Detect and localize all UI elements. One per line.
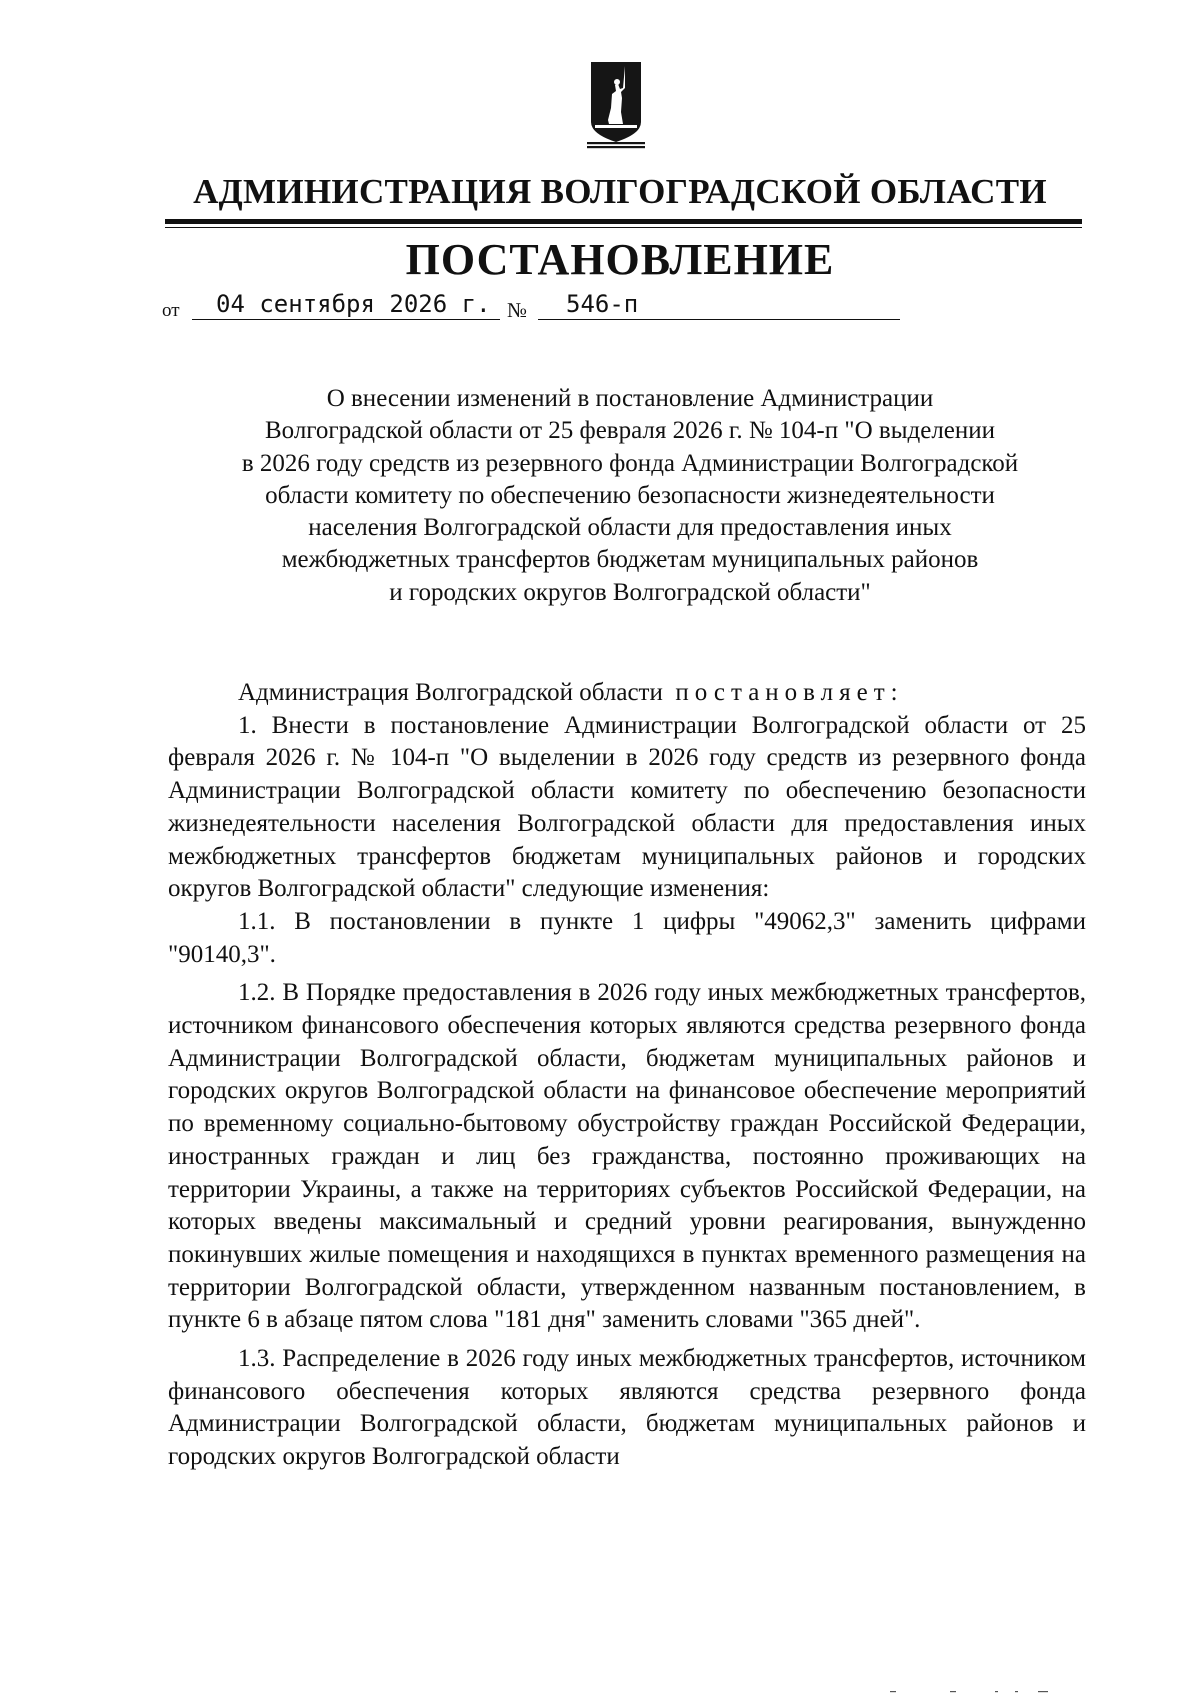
intro-prefix: Администрация Волгоградской области: [238, 679, 663, 706]
document-body: [168, 677, 1086, 1474]
organization-title: АДМИНИСТРАЦИЯ ВОЛГОГРАДСКОЙ ОБЛАСТИ: [193, 172, 1047, 211]
paragraph-1: 1. Внести в постановление Администрации Волгоградской области от 25 февраля 2026 г. № 104-п "О выделении в 2026 году средств из резервного фонда Администрации Волгоградской области комитету по обеспечению безопасности жизнедеятельности населения Волгоградской области для предоставления иных межбюджетных трансфертов бюджетам муниципальных районов и городских округов Волгоградской области" следующие изменения:: [168, 711, 1086, 903]
subject-line: области комитету по обеспечению безопасности жизнедеятельности: [265, 481, 995, 509]
paragraph-1-2: 1.2. В Порядке предоставления в 2026 году иных межбюджетных трансфертов, источником финансового обеспечения которых являются средства резервного фонда Администрации Волгоградской области, бюджетам муниципальных районов и городских округов Волгоградской области на финансовое обеспечение мероприятий по временному социально-бытовому обустройству граждан Российской Федерации, иностранных граждан и лиц без гражданства, постоянно проживающих на территории Украины, а также на территориях субъектов Российской Федерации, на которых введены максимальный и средний уровни реагирования, вынужденно покинувших жилые помещения и находящихся в пунктах временного размещения на территории Волгоградской области, утвержденном названным постановлением, в пункте 6 в абзаце пятом слова "181 дня" заменить словами "365 дней".: [168, 979, 1086, 1334]
intro-verb: постановляет:: [675, 679, 904, 706]
date-label: от: [162, 300, 180, 321]
subject-line: в 2026 году средств из резервного фонда Администрации Волгоградской: [241, 449, 1019, 477]
subject-line: Волгоградской области от 25 февраля 2026 г. № 104-п "О выделении: [264, 417, 996, 445]
subject-line: и городских округов Волгоградской области": [389, 578, 871, 606]
paragraph-1-3: 1.3. Распределение в 2026 году иных межбюджетных трансфертов, источником финансового обеспечения которых являются средства резервного фонда Администрации Волгоградской области, бюджетам муниципальных районов и городских округов Волгоградской области: [168, 1345, 1086, 1471]
subject-line: О внесении изменений в постановление Администрации: [326, 385, 934, 412]
scan-noise-marks: [890, 1688, 1050, 1694]
number-value: 546-п: [538, 290, 900, 320]
subject-line: населения Волгоградской области для предоставления иных: [308, 514, 952, 542]
header-rule-thick: [165, 219, 1082, 224]
date-value: 04 сентября 2026 г.: [192, 290, 500, 320]
paragraph-1-1: 1.1. В постановлении в пункте 1 цифры "49062,3" заменить цифрами "90140,3".: [168, 907, 1086, 968]
document-subject: [160, 383, 1100, 609]
subject-line: межбюджетных трансфертов бюджетам муниципальных районов: [281, 546, 979, 574]
header-rule-thin: [165, 227, 1082, 228]
document-type-title: ПОСТАНОВЛЕНИЕ: [405, 235, 835, 284]
volgograd-emblem-icon: [585, 58, 647, 150]
number-label: №: [507, 298, 528, 322]
resolution-intro: [168, 677, 1086, 710]
